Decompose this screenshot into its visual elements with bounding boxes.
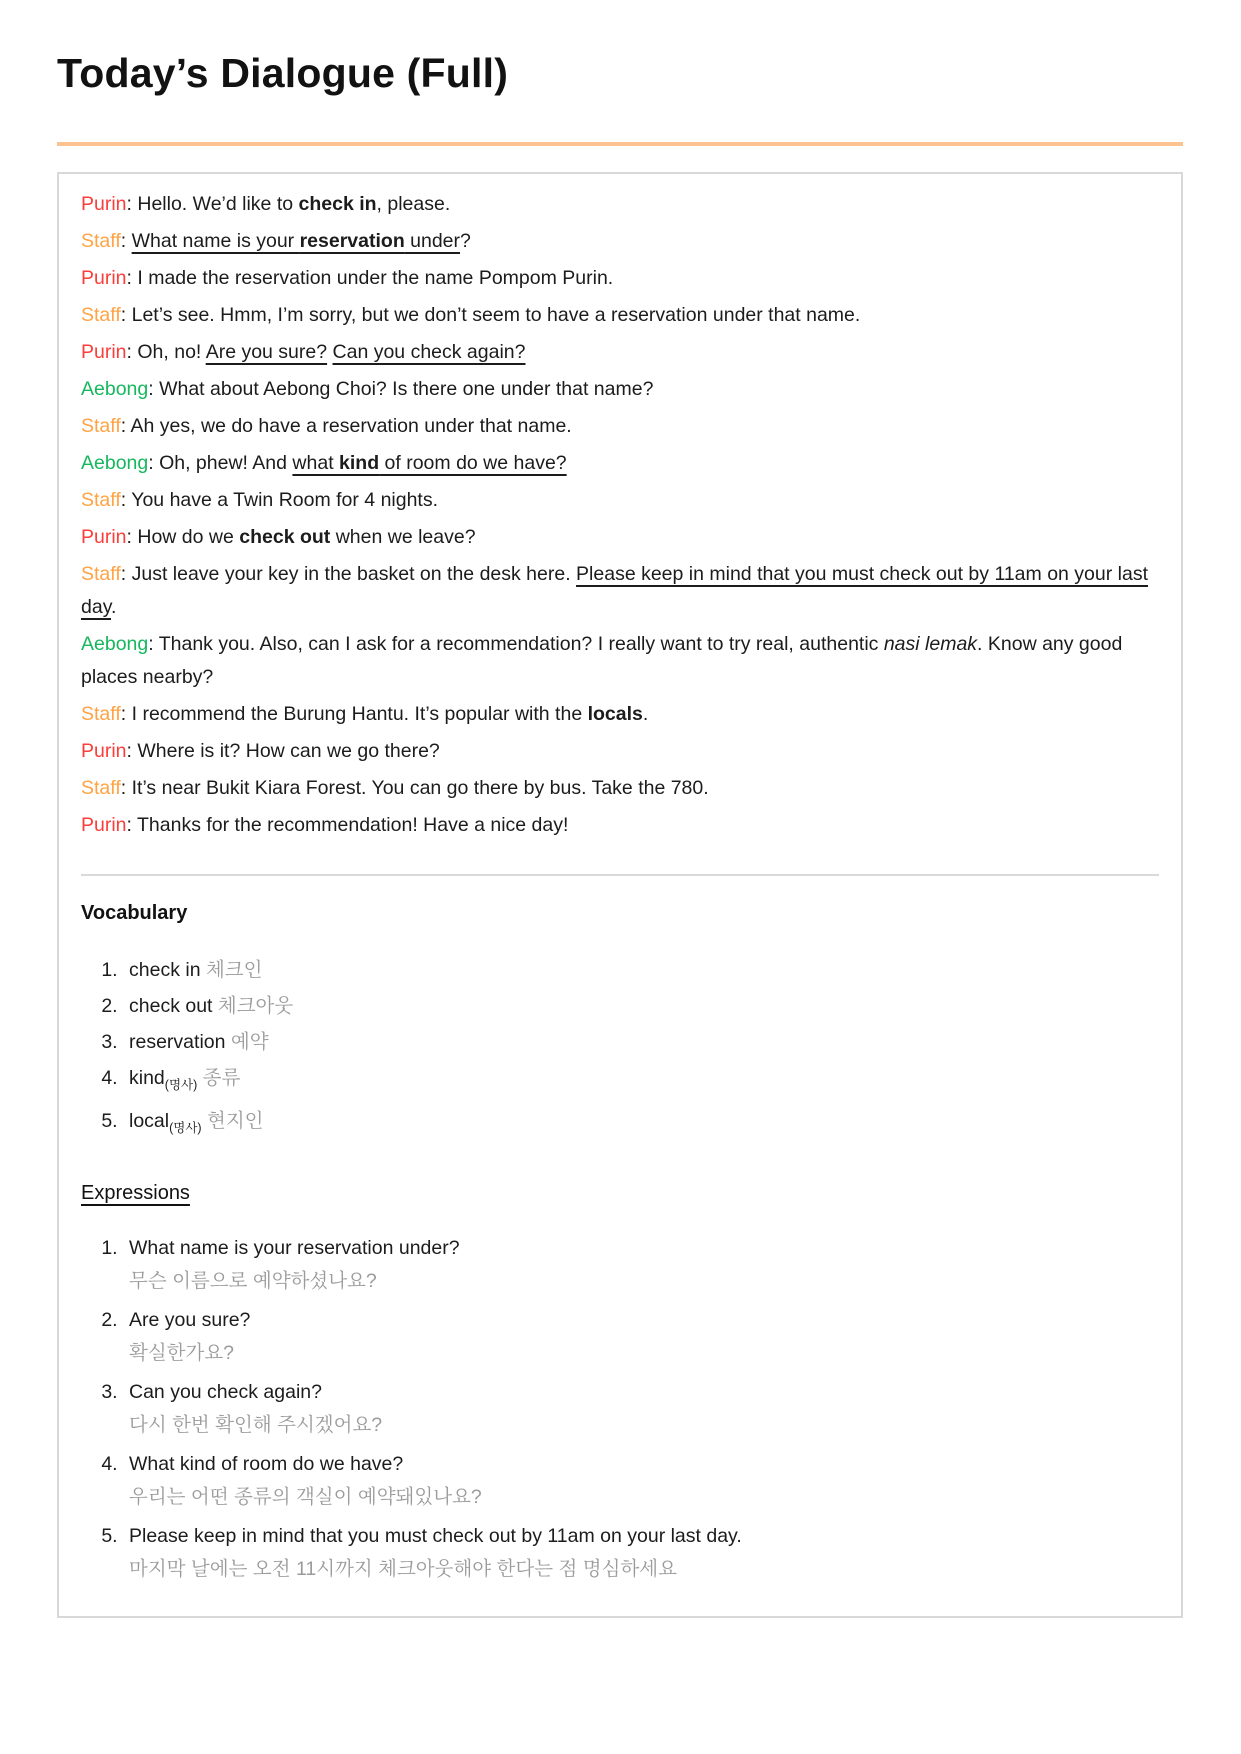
dialogue-text: I recommend the Burung Hantu. It’s popular with the [131, 703, 588, 725]
dialogue-line: Staff: You have a Twin Room for 4 nights. [81, 489, 439, 511]
expression-english: 4. What kind of room do we have? [129, 1453, 404, 1475]
dialogue-text: . [111, 596, 117, 618]
speaker-name: Staff [81, 703, 121, 725]
speaker-name: Purin [81, 526, 127, 548]
dialogue-line: Aebong: Oh, phew! And what kind of room do we have? [81, 452, 567, 474]
dialogue-line: Staff: I recommend the Burung Hantu. It’s popular with the locals. [81, 703, 649, 725]
expression-korean: 다시 한번 확인해 주시겠어요? [129, 1414, 383, 1436]
dialogue-text: Are you sure? [205, 341, 328, 363]
dialogue-text: under [404, 230, 461, 252]
dialogue-text: What about Aebong Choi? Is there one under that name? [159, 378, 654, 400]
expression-item [123, 1304, 1159, 1370]
vocabulary-term: kind [129, 1067, 165, 1089]
dialogue-text: kind [339, 452, 380, 474]
dialogue-text: of room do we have? [379, 452, 567, 474]
speaker-name: Purin [81, 341, 127, 363]
dialogue-text: What name is your [131, 230, 300, 252]
speaker-name: Aebong [81, 633, 149, 655]
expression-english: 5. Please keep in mind that you must check out by 11am on your last day. [129, 1525, 742, 1547]
dialogue-line: Staff: Ah yes, we do have a reservation under that name. [81, 415, 572, 437]
page-title: Today’s Dialogue (Full) [57, 50, 509, 96]
vocabulary-meaning-korean: 체크아웃 [212, 995, 294, 1017]
dialogue-line: Aebong: Thank you. Also, can I ask for a recommendation? I really want to try real, authentic nasi lemak. Know any good places nearby? [81, 633, 1123, 688]
dialogue-line: Aebong: What about Aebong Choi? Is there one under that name? [81, 378, 654, 400]
dialogue-text: , please. [376, 193, 451, 215]
vocabulary-meaning-korean: 예약 [225, 1031, 269, 1053]
dialogue-text: reservation [299, 230, 405, 252]
speaker-name: Staff [81, 563, 121, 585]
speaker-name: Purin [81, 740, 127, 762]
dialogue-line: Staff: Let’s see. Hmm, I’m sorry, but we don’t seem to have a reservation under that name. [81, 304, 861, 326]
title-divider [57, 142, 1183, 146]
dialogue-text: . [642, 703, 649, 725]
dialogue-text: check in [298, 193, 377, 215]
dialogue-line: Staff: What name is your reservation under? [81, 230, 471, 252]
vocabulary-term: reservation [129, 1031, 226, 1053]
dialogue-text: It’s near Bukit Kiara Forest. You can go there by bus. Take the 780. [131, 777, 709, 799]
dialogue-line: Purin: I made the reservation under the name Pompom Purin. [81, 267, 614, 289]
dialogue-text: Ah yes, we do have a reservation under that name. [130, 415, 572, 437]
vocabulary-pos-subscript: (명사) [169, 1121, 202, 1135]
expression-item [123, 1520, 1159, 1586]
speaker-name: Staff [81, 230, 121, 252]
dialogue-text: Thank you. Also, can I ask for a recommendation? I really want to try real, authentic [158, 633, 884, 655]
expression-item [123, 1232, 1159, 1298]
dialogue-box [57, 172, 1183, 1618]
vocabulary-item [123, 1062, 1159, 1102]
dialogue-line: Staff: Just leave your key in the basket on the desk here. Please keep in mind that you must check out by 11am on your last day. [81, 563, 1148, 618]
expression-english: 1. What name is your reservation under? [129, 1237, 460, 1259]
vocabulary-item [123, 954, 1159, 987]
speaker-name: Staff [81, 304, 121, 326]
dialogue-text: Just leave your key in the basket on the desk here. [131, 563, 577, 585]
expressions-heading: Expressions [81, 1182, 190, 1204]
vocabulary-term: check out [129, 995, 213, 1017]
speaker-name: Staff [81, 777, 121, 799]
dialogue-text: locals [587, 703, 643, 725]
vocabulary-item [123, 1026, 1159, 1059]
dialogue-line: Purin: Oh, no! Are you sure? Can you check again? [81, 341, 526, 363]
vocabulary-pos-subscript: (명사) [164, 1078, 198, 1092]
dialogue-text: Let’s see. Hmm, I’m sorry, but we don’t seem to have a reservation under that name. [131, 304, 861, 326]
vocabulary-meaning-korean: 종류 [197, 1067, 241, 1089]
section-divider [81, 874, 1159, 876]
dialogue [81, 188, 1159, 842]
dialogue-text: nasi lemak [883, 633, 978, 655]
dialogue-line: Staff: It’s near Bukit Kiara Forest. You can go there by bus. Take the 780. [81, 777, 709, 799]
dialogue-line: Purin: Thanks for the recommendation! Have a nice day! [81, 814, 569, 836]
dialogue-text: Can you check again? [332, 341, 526, 363]
expression-korean: 확실한가요? [129, 1342, 235, 1364]
dialogue-text: . Know any good places nearby? [81, 633, 1123, 688]
vocabulary-list [81, 954, 1159, 1145]
dialogue-line: Purin: How do we check out when we leave? [81, 526, 476, 548]
expression-item [123, 1376, 1159, 1442]
expression-korean: 우리는 어떤 종류의 객실이 예약돼있나요? [129, 1486, 482, 1508]
dialogue-text: check out [239, 526, 331, 548]
dialogue-text: How do we [137, 526, 240, 548]
speaker-name: Staff [81, 489, 121, 511]
expression-korean: 마지막 날에는 오전 11시까지 체크아웃해야 한다는 점 명심하세요 [129, 1558, 677, 1580]
dialogue-text: I made the reservation under the name Pompom Purin. [137, 267, 614, 289]
dialogue-text: You have a Twin Room for 4 nights. [131, 489, 439, 511]
vocabulary-meaning-korean: 체크인 [200, 959, 263, 981]
dialogue-text: Thanks for the recommendation! Have a nice day! [137, 814, 569, 836]
dialogue-text: Oh, no! [137, 341, 206, 363]
dialogue-line: Purin: Where is it? How can we go there? [81, 740, 440, 762]
speaker-name: Aebong [81, 378, 149, 400]
speaker-name: Purin [81, 193, 127, 215]
speaker-name: Purin [81, 814, 127, 836]
dialogue-text: ? [460, 230, 471, 252]
expressions-list [81, 1232, 1159, 1586]
vocabulary-meaning-korean: 현지인 [201, 1110, 264, 1132]
vocabulary-item [123, 1105, 1159, 1145]
expression-english: 3. Can you check again? [129, 1381, 322, 1403]
dialogue-text: Oh, phew! And [159, 452, 293, 474]
vocabulary-term: local [129, 1110, 170, 1132]
dialogue-text: when we leave? [330, 526, 476, 548]
dialogue-text: Where is it? How can we go there? [137, 740, 440, 762]
expression-english: 2. Are you sure? [129, 1309, 251, 1331]
dialogue-line: Purin: Hello. We’d like to check in, please. [81, 193, 451, 215]
expression-item [123, 1448, 1159, 1514]
expression-korean: 무슨 이름으로 예약하셨나요? [129, 1270, 377, 1292]
dialogue-text: Please keep in mind that you must check out by 11am on your last day [81, 563, 1148, 618]
vocabulary-heading: Vocabulary [81, 902, 188, 924]
vocabulary-item [123, 990, 1159, 1023]
speaker-name: Purin [81, 267, 127, 289]
speaker-name: Staff [81, 415, 121, 437]
speaker-name: Aebong [81, 452, 149, 474]
vocabulary-term: check in [129, 959, 201, 981]
dialogue-text: what [292, 452, 340, 474]
dialogue-text: Hello. We’d like to [137, 193, 299, 215]
